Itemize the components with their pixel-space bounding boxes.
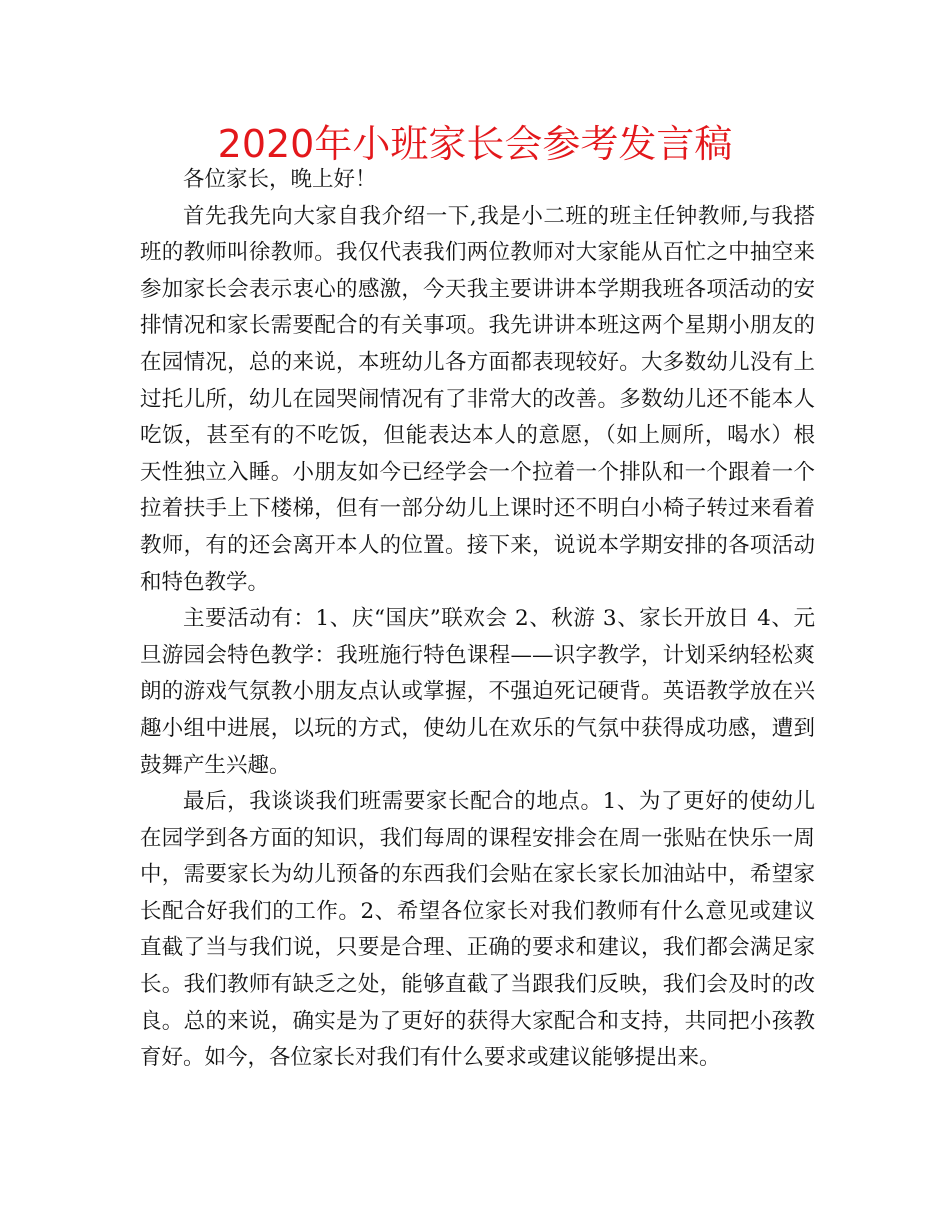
document-body xyxy=(140,162,815,1077)
cooperation-paragraph: 最后，我谈谈我们班需要家长配合的地点。1、为了更好的使幼儿在园学到各方面的知识，我们每周的课程安排会在周一张贴在快乐一周中，需要家长为幼儿预备的东西我们会贴在家长家长加油站中，希望家长配合好我们的工作。2、希望各位家长对我们教师有什么意见或建议直截了当与我们说，只要是合理、正确的要求和建议，我们都会满足家长。我们教师有缺乏之处，能够直截了当跟我们反映，我们会及时的改良。总的来说，确实是为了更好的获得大家配合和支持，共同把小孩教育好。如今，各位家长对我们有什么要求或建议能够提出来。 xyxy=(140,789,815,1071)
activities-paragraph: 主要活动有：1、庆“国庆”联欢会 2、秋游 3、家长开放日 4、元旦游园会特色教学：我班施行特色课程——识字教学，计划采纳轻松爽朗的游戏气氛教小朋友点认或掌握，不强迫死记硬背。英语教学放在兴趣小组中进展，以玩的方式，使幼儿在欢乐的气氛中获得成功感，遭到鼓舞产生兴趣。 xyxy=(140,606,815,778)
greeting-paragraph: 各位家长，晚上好！ xyxy=(183,167,377,192)
introduction-paragraph: 首先我先向大家自我介绍一下,我是小二班的班主任钟教师,与我搭班的教师叫徐教师。我仅代表我们两位教师对大家能从百忙之中抽空来参加家长会表示衷心的感激，今天我主要讲讲本学期我班各项活动的安排情况和家长需要配合的有关事项。我先讲讲本班这两个星期小朋友的在园情况，总的来说，本班幼儿各方面都表现较好。大多数幼儿没有上过托儿所，幼儿在园哭闹情况有了非常大的改善。多数幼儿还不能本人吃饭，甚至有的不吃饭，但能表达本人的意愿，（如上厕所，喝水）根天性独立入睡。小朋友如今已经学会一个拉着一个排队和一个跟着一个拉着扶手上下楼梯，但有一部分幼儿上课时还不明白小椅子转过来看着教师，有的还会离开本人的位置。接下来，说说本学期安排的各项活动和特色教学。 xyxy=(140,203,815,595)
document-title: 2020年小班家长会参考发言稿 xyxy=(217,122,733,166)
